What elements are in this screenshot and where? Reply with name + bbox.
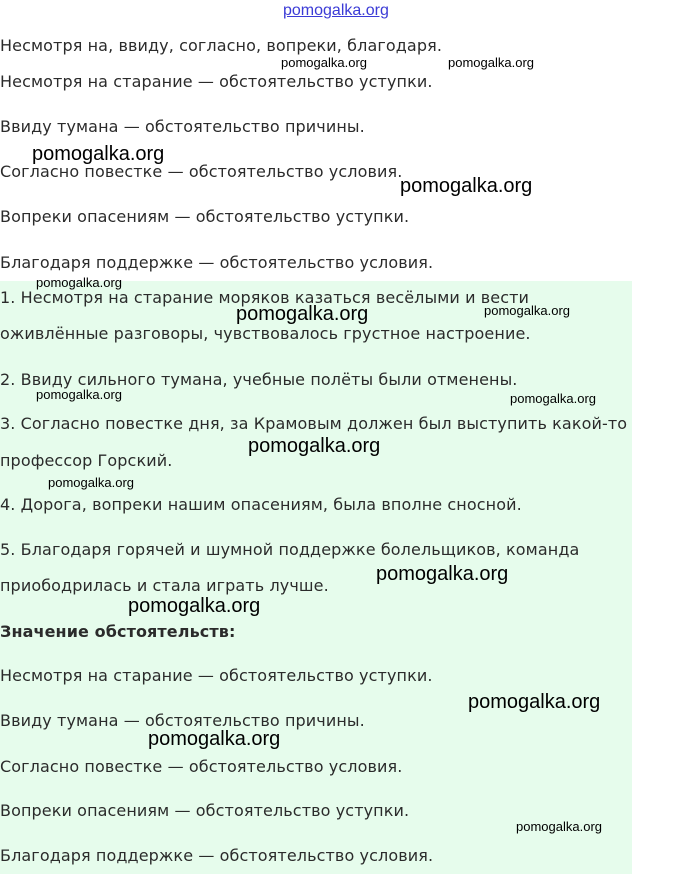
answer-line: 2. Ввиду сильного тумана, учебные полёты были отменены. bbox=[0, 370, 518, 389]
watermark: pomogalka.org bbox=[248, 435, 381, 457]
watermark: pomogalka.org bbox=[484, 303, 570, 318]
watermark: pomogalka.org bbox=[32, 143, 165, 165]
watermark: pomogalka.org bbox=[281, 55, 367, 70]
intro-line: Ввиду тумана — обстоятельство причины. bbox=[0, 117, 365, 136]
watermark: pomogalka.org bbox=[400, 175, 533, 197]
answer-line: 4. Дорога, вопреки нашим опасениям, была вполне сносной. bbox=[0, 495, 522, 514]
meaning-line: Ввиду тумана — обстоятельство причины. bbox=[0, 711, 365, 730]
watermark: pomogalka.org bbox=[148, 728, 281, 750]
watermark: pomogalka.org bbox=[36, 387, 122, 402]
intro-line: Благодаря поддержке — обстоятельство условия. bbox=[0, 253, 434, 272]
watermark: pomogalka.org bbox=[448, 55, 534, 70]
intro-line: Несмотря на старание — обстоятельство уступки. bbox=[0, 72, 433, 91]
intro-line: Согласно повестке — обстоятельство условия. bbox=[0, 162, 403, 181]
meaning-line: Согласно повестке — обстоятельство условия. bbox=[0, 757, 403, 776]
answer-line: оживлённые разговоры, чувствовалось грустное настроение. bbox=[0, 324, 531, 343]
answer-line: 5. Благодаря горячей и шумной поддержке болельщиков, команда bbox=[0, 540, 580, 559]
watermark: pomogalka.org bbox=[128, 595, 261, 617]
watermark: pomogalka.org bbox=[48, 475, 134, 490]
meaning-heading: Значение обстоятельств: bbox=[0, 622, 236, 641]
watermark: pomogalka.org bbox=[376, 563, 509, 585]
answer-line: приободрилась и стала играть лучше. bbox=[0, 576, 329, 595]
intro-line: Несмотря на, ввиду, согласно, вопреки, благодаря. bbox=[0, 36, 443, 55]
watermark: pomogalka.org bbox=[516, 819, 602, 834]
answer-line: 3. Согласно повестке дня, за Крамовым должен был выступить какой-то bbox=[0, 414, 628, 433]
watermark: pomogalka.org bbox=[236, 303, 369, 325]
meaning-line: Благодаря поддержке — обстоятельство условия. bbox=[0, 846, 434, 865]
meaning-line: Вопреки опасениям — обстоятельство уступки. bbox=[0, 801, 410, 820]
meaning-line: Несмотря на старание — обстоятельство уступки. bbox=[0, 666, 433, 685]
answer-line: профессор Горский. bbox=[0, 451, 173, 470]
watermark: pomogalka.org bbox=[468, 691, 601, 713]
watermark-link[interactable]: pomogalka.org bbox=[283, 2, 389, 19]
answer-line: 1. Несмотря на старание моряков казаться весёлыми и вести bbox=[0, 288, 530, 307]
watermark: pomogalka.org bbox=[36, 275, 122, 290]
watermark: pomogalka.org bbox=[510, 391, 596, 406]
intro-line: Вопреки опасениям — обстоятельство уступки. bbox=[0, 207, 410, 226]
